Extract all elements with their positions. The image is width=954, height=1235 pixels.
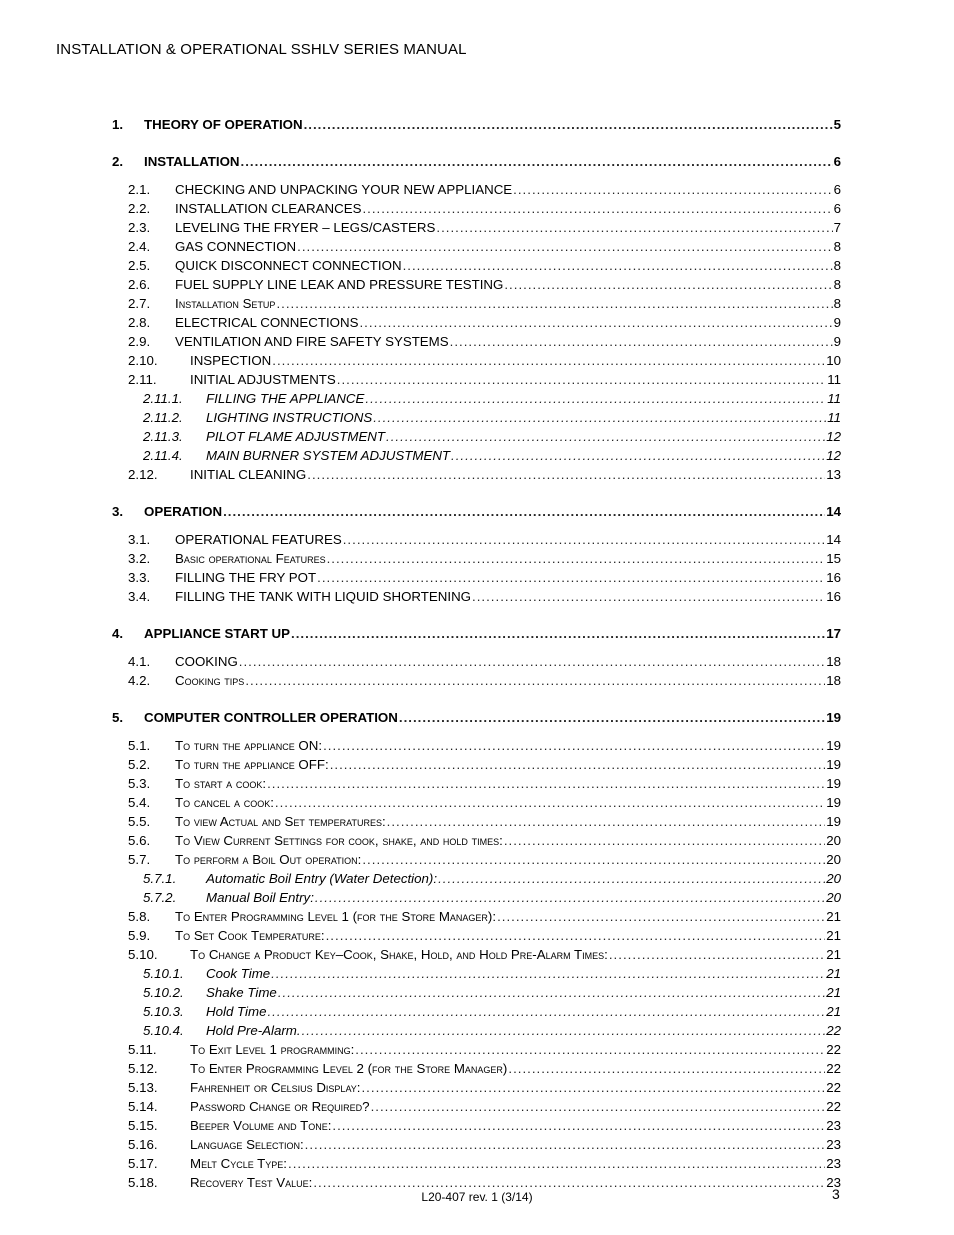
toc-entry-page: 6 <box>833 182 841 197</box>
toc-entry-page: 11 <box>827 391 841 406</box>
toc-entry-title: Installation Setup <box>175 296 276 311</box>
toc-entry-title: To turn the appliance ON: <box>175 738 323 753</box>
toc-entry-number: 2.11.2. <box>143 410 183 425</box>
dot-leader <box>291 624 825 644</box>
toc-entry-number: 2.11.4. <box>143 448 183 463</box>
toc-entry-number: 5. <box>112 710 124 725</box>
toc-entry-number: 5.10. <box>128 947 158 962</box>
dot-leader <box>451 446 825 466</box>
toc-entry[interactable] <box>128 736 841 756</box>
toc-entry-number: 5.14. <box>128 1099 158 1114</box>
dot-leader <box>403 256 833 276</box>
toc-entry[interactable] <box>112 502 841 522</box>
toc-entry-number: 1. <box>112 117 124 132</box>
toc-entry-title: To perform a Boil Out operation: <box>175 852 362 867</box>
toc-entry-title: Password Change or Required? <box>190 1099 370 1114</box>
toc-entry[interactable] <box>128 1135 841 1155</box>
toc-entry[interactable] <box>128 850 841 870</box>
dot-leader <box>513 180 832 200</box>
dot-leader <box>386 427 825 447</box>
toc-entry-number: 2.5. <box>128 258 151 273</box>
toc-entry-page: 20 <box>826 890 841 905</box>
toc-entry-number: 5.11. <box>128 1042 157 1057</box>
toc-entry-title: Basic operational Features <box>175 551 326 566</box>
toc-entry-title: ELECTRICAL CONNECTIONS <box>175 315 359 330</box>
toc-entry-number: 5.12. <box>128 1061 158 1076</box>
toc-entry[interactable] <box>143 983 841 1003</box>
dot-leader <box>504 275 832 295</box>
toc-entry-title: To Enter Programming Level 2 (for the Store Manager) <box>190 1061 508 1076</box>
toc-entry-title: To turn the appliance OFF: <box>175 757 329 772</box>
dot-leader <box>239 652 825 672</box>
toc-entry-number: 2.7. <box>128 296 151 311</box>
toc-entry-page: 18 <box>826 673 841 688</box>
dot-leader <box>438 869 825 889</box>
toc-entry-title: Melt Cycle Type: <box>190 1156 288 1171</box>
toc-entry-page: 22 <box>826 1042 841 1057</box>
toc-entry[interactable] <box>128 370 841 390</box>
toc-entry-number: 5.3. <box>128 776 151 791</box>
toc-entry-page: 19 <box>826 795 841 810</box>
toc-entry-page: 23 <box>826 1137 841 1152</box>
toc-entry-page: 12 <box>826 429 841 444</box>
toc-entry-page: 16 <box>826 589 841 604</box>
dot-leader <box>275 793 825 813</box>
toc-entry-title: To start a cook: <box>175 776 267 791</box>
dot-leader <box>436 218 832 238</box>
toc-entry-number: 5.2. <box>128 757 151 772</box>
dot-leader <box>245 671 825 691</box>
document-footer: L20-407 rev. 1 (3/14) <box>421 1190 533 1204</box>
toc-entry-number: 2.9. <box>128 334 151 349</box>
toc-entry[interactable] <box>128 218 841 238</box>
toc-entry-page: 20 <box>826 852 841 867</box>
toc-entry-number: 2.1. <box>128 182 151 197</box>
dot-leader <box>362 199 832 219</box>
dot-leader <box>343 530 825 550</box>
toc-entry-page: 23 <box>826 1175 841 1190</box>
toc-entry-page: 17 <box>826 626 841 641</box>
toc-entry[interactable] <box>128 652 841 672</box>
dot-leader <box>355 1040 825 1060</box>
toc-entry-page: 15 <box>826 551 841 566</box>
toc-entry-number: 5.6. <box>128 833 151 848</box>
toc-entry-title: FILLING THE APPLIANCE <box>206 391 365 406</box>
toc-entry[interactable] <box>143 964 841 984</box>
dot-leader <box>399 708 825 728</box>
toc-entry[interactable] <box>143 888 841 908</box>
toc-entry-number: 5.7.2. <box>143 890 177 905</box>
toc-entry-title: APPLIANCE START UP <box>144 626 291 641</box>
toc-entry-number: 4.2. <box>128 673 151 688</box>
dot-leader <box>472 587 825 607</box>
toc-entry-number: 2.11.3. <box>143 429 183 444</box>
dot-leader <box>323 736 825 756</box>
toc-entry-page: 11 <box>827 372 841 387</box>
toc-entry[interactable] <box>128 351 841 371</box>
toc-entry-page: 8 <box>833 296 841 311</box>
toc-entry-number: 5.10.2. <box>143 985 184 1000</box>
toc-entry[interactable] <box>128 549 841 569</box>
toc-entry-title: To Change a Product Key–Cook, Shake, Hold, and Hold Pre-Alarm Times: <box>190 947 608 962</box>
dot-leader <box>317 568 825 588</box>
dot-leader <box>362 850 825 870</box>
toc-entry-title: LIGHTING INSTRUCTIONS <box>206 410 373 425</box>
toc-entry[interactable] <box>128 587 841 607</box>
toc-entry-page: 13 <box>826 467 841 482</box>
toc-entry-page: 21 <box>826 947 841 962</box>
toc-entry-title: To Set Cook Temperature: <box>175 928 325 943</box>
toc-entry[interactable] <box>143 408 841 428</box>
toc-entry-number: 3.1. <box>128 532 151 547</box>
toc-entry-page: 11 <box>827 410 841 425</box>
toc-entry[interactable] <box>143 869 841 889</box>
toc-entry-number: 3.4. <box>128 589 151 604</box>
toc-entry-number: 2.4. <box>128 239 151 254</box>
toc-entry-title: To Exit Level 1 programming: <box>190 1042 355 1057</box>
toc-entry[interactable] <box>128 945 841 965</box>
toc-entry[interactable] <box>128 671 841 691</box>
dot-leader <box>241 152 833 172</box>
toc-entry-page: 22 <box>826 1080 841 1095</box>
toc-entry-page: 19 <box>826 776 841 791</box>
toc-entry[interactable] <box>128 294 841 314</box>
toc-entry[interactable] <box>128 907 841 927</box>
dot-leader <box>315 888 825 908</box>
dot-leader <box>267 1002 825 1022</box>
toc-entry-title: To View Current Settings for cook, shake, and hold times: <box>175 833 503 848</box>
toc-entry[interactable] <box>112 708 841 728</box>
dot-leader <box>387 812 826 832</box>
toc-entry-title: VENTILATION AND FIRE SAFETY SYSTEMS <box>175 334 449 349</box>
toc-entry-title: OPERATION <box>144 504 223 519</box>
toc-entry[interactable] <box>128 530 841 550</box>
toc-entry[interactable] <box>112 115 841 135</box>
toc-entry-number: 5.9. <box>128 928 151 943</box>
toc-entry-title: Fahrenheit or Celsius Display: <box>190 1080 361 1095</box>
toc-entry-title: CHECKING AND UNPACKING YOUR NEW APPLIANCE <box>175 182 513 197</box>
toc-entry[interactable] <box>128 332 841 352</box>
dot-leader <box>450 332 833 352</box>
dot-leader <box>371 1097 826 1117</box>
toc-entry-number: 5.4. <box>128 795 151 810</box>
toc-entry-page: 18 <box>826 654 841 669</box>
toc-entry-title: INSTALLATION <box>144 154 240 169</box>
toc-entry-number: 3.3. <box>128 570 151 585</box>
dot-leader <box>307 465 825 485</box>
dot-leader <box>497 907 825 927</box>
toc-entry-number: 5.5. <box>128 814 151 829</box>
dot-leader <box>609 945 825 965</box>
toc-entry-page: 22 <box>826 1099 841 1114</box>
toc-entry-page: 8 <box>833 258 841 273</box>
toc-entry-page: 20 <box>826 833 841 848</box>
toc-entry[interactable] <box>143 389 841 409</box>
toc-entry-page: 9 <box>833 315 841 330</box>
dot-leader <box>271 964 825 984</box>
dot-leader <box>267 774 825 794</box>
toc-entry-page: 8 <box>833 277 841 292</box>
toc-entry[interactable] <box>128 1116 841 1136</box>
dot-leader <box>327 549 826 569</box>
toc-entry-title: To cancel a cook: <box>175 795 274 810</box>
toc-entry-page: 16 <box>826 570 841 585</box>
toc-entry-page: 6 <box>833 201 841 216</box>
toc-entry-page: 14 <box>826 532 841 547</box>
toc-entry-page: 12 <box>826 448 841 463</box>
toc-entry-page: 6 <box>833 154 841 169</box>
toc-entry-number: 5.17. <box>128 1156 158 1171</box>
toc-entry[interactable] <box>128 275 841 295</box>
toc-entry[interactable] <box>143 1002 841 1022</box>
toc-entry-number: 5.10.1. <box>143 966 184 981</box>
toc-entry[interactable] <box>128 831 841 851</box>
toc-entry-title: Cook Time <box>206 966 271 981</box>
toc-entry-title: MAIN BURNER SYSTEM ADJUSTMENT <box>206 448 451 463</box>
toc-entry-title: To view Actual and Set temperatures: <box>175 814 386 829</box>
toc-entry-number: 5.10.4. <box>143 1023 184 1038</box>
toc-entry-title: Recovery Test Value: <box>190 1175 313 1190</box>
toc-entry[interactable] <box>128 199 841 219</box>
toc-entry[interactable] <box>128 1059 841 1079</box>
toc-entry-page: 21 <box>826 985 841 1000</box>
toc-entry-page: 20 <box>826 871 841 886</box>
toc-entry-title: OPERATIONAL FEATURES <box>175 532 342 547</box>
toc-entry-page: 7 <box>833 220 841 235</box>
toc-entry-title: To Enter Programming Level 1 (for the Store Manager): <box>175 909 497 924</box>
dot-leader <box>373 408 826 428</box>
toc-entry-number: 2.11.1. <box>143 391 183 406</box>
toc-entry[interactable] <box>128 1078 841 1098</box>
toc-entry-number: 4.1. <box>128 654 151 669</box>
toc-entry-number: 2. <box>112 154 124 169</box>
toc-entry-title: QUICK DISCONNECT CONNECTION <box>175 258 402 273</box>
toc-entry-page: 9 <box>833 334 841 349</box>
document-header: INSTALLATION & OPERATIONAL SSHLV SERIES MANUAL <box>56 41 467 58</box>
dot-leader <box>272 351 825 371</box>
toc-entry-number: 5.13. <box>128 1080 158 1095</box>
toc-entry-title: Manual Boil Entry: <box>206 890 314 905</box>
toc-entry[interactable] <box>128 1154 841 1174</box>
toc-entry[interactable] <box>143 427 841 447</box>
toc-entry-page: 21 <box>826 1004 841 1019</box>
toc-entry[interactable] <box>128 1040 841 1060</box>
toc-entry[interactable] <box>128 180 841 200</box>
dot-leader <box>297 237 832 257</box>
toc-entry-number: 5.1. <box>128 738 151 753</box>
toc-entry-number: 2.8. <box>128 315 151 330</box>
toc-entry-title: INSTALLATION CLEARANCES <box>175 201 362 216</box>
toc-entry-title: Cooking tips <box>175 673 245 688</box>
toc-entry-title: Beeper Volume and Tone: <box>190 1118 332 1133</box>
toc-entry-number: 3. <box>112 504 124 519</box>
toc-entry-title: Automatic Boil Entry (Water Detection): <box>206 871 438 886</box>
toc-entry-title: FILLING THE FRY POT <box>175 570 317 585</box>
toc-entry-page: 8 <box>833 239 841 254</box>
toc-entry-title: INITIAL ADJUSTMENTS <box>190 372 336 387</box>
toc-entry[interactable] <box>128 313 841 333</box>
toc-entry-number: 2.12. <box>128 467 158 482</box>
toc-entry-page: 5 <box>833 117 841 132</box>
toc-entry[interactable] <box>128 465 841 485</box>
dot-leader <box>330 755 826 775</box>
toc-entry-page: 21 <box>826 928 841 943</box>
toc-entry[interactable] <box>128 1097 841 1117</box>
dot-leader <box>504 831 825 851</box>
page-number: 3 <box>832 1186 840 1202</box>
toc-entry-page: 19 <box>826 757 841 772</box>
toc-entry[interactable] <box>128 755 841 775</box>
toc-entry-number: 2.2. <box>128 201 151 216</box>
dot-leader <box>302 1021 826 1041</box>
toc-entry[interactable] <box>128 256 841 276</box>
toc-entry-page: 22 <box>826 1023 841 1038</box>
toc-entry[interactable] <box>128 812 841 832</box>
toc-entry-number: 2.6. <box>128 277 151 292</box>
toc-entry-title: COMPUTER CONTROLLER OPERATION <box>144 710 398 725</box>
dot-leader <box>326 926 826 946</box>
toc-entry-number: 5.7. <box>128 852 151 867</box>
dot-leader <box>276 294 832 314</box>
dot-leader <box>365 389 826 409</box>
dot-leader <box>337 370 826 390</box>
toc-entry[interactable] <box>143 1021 841 1041</box>
toc-entry-title: PILOT FLAME ADJUSTMENT <box>206 429 386 444</box>
toc-entry-number: 5.10.3. <box>143 1004 184 1019</box>
toc-entry-number: 5.8. <box>128 909 151 924</box>
toc-entry-page: 23 <box>826 1156 841 1171</box>
toc-entry-title: GAS CONNECTION <box>175 239 297 254</box>
dot-leader <box>305 1135 826 1155</box>
toc-entry-title: FUEL SUPPLY LINE LEAK AND PRESSURE TESTING <box>175 277 504 292</box>
toc-entry-title: COOKING <box>175 654 238 669</box>
toc-entry-number: 5.7.1. <box>143 871 177 886</box>
toc-entry[interactable] <box>128 926 841 946</box>
toc-entry-number: 2.11. <box>128 372 157 387</box>
toc-entry-page: 19 <box>826 738 841 753</box>
toc-entry[interactable] <box>112 624 841 644</box>
toc-entry[interactable] <box>128 568 841 588</box>
toc-entry-page: 10 <box>826 353 841 368</box>
dot-leader <box>359 313 832 333</box>
toc-entry-title: Language Selection: <box>190 1137 304 1152</box>
toc-entry-number: 5.15. <box>128 1118 158 1133</box>
toc-entry-number: 2.3. <box>128 220 151 235</box>
toc-entry-page: 14 <box>826 504 841 519</box>
toc-entry-page: 21 <box>826 966 841 981</box>
toc-entry[interactable] <box>128 237 841 257</box>
dot-leader <box>361 1078 825 1098</box>
dot-leader <box>223 502 825 522</box>
toc-entry-title: Hold Pre-Alarm. <box>206 1023 301 1038</box>
toc-entry-number: 4. <box>112 626 124 641</box>
toc-entry-title: Hold Time <box>206 1004 267 1019</box>
toc-entry[interactable] <box>143 446 841 466</box>
toc-entry-page: 21 <box>826 909 841 924</box>
toc-entry-number: 2.10. <box>128 353 158 368</box>
dot-leader <box>508 1059 825 1079</box>
dot-leader <box>278 983 825 1003</box>
toc-entry-title: THEORY OF OPERATION <box>144 117 303 132</box>
toc-entry[interactable] <box>112 152 841 172</box>
toc-entry-title: Shake Time <box>206 985 277 1000</box>
toc-entry-number: 3.2. <box>128 551 151 566</box>
toc-entry-title: FILLING THE TANK WITH LIQUID SHORTENING <box>175 589 472 604</box>
toc-entry-title: LEVELING THE FRYER – LEGS/CASTERS <box>175 220 436 235</box>
toc-entry-page: 19 <box>826 710 841 725</box>
toc-entry[interactable] <box>128 774 841 794</box>
toc-entry-page: 23 <box>826 1118 841 1133</box>
toc-entry-number: 5.16. <box>128 1137 158 1152</box>
toc-entry-title: INSPECTION <box>190 353 272 368</box>
toc-entry-page: 19 <box>826 814 841 829</box>
toc-entry[interactable] <box>128 793 841 813</box>
toc-entry-page: 22 <box>826 1061 841 1076</box>
toc-entry-title: INITIAL CLEANING <box>190 467 307 482</box>
dot-leader <box>332 1116 825 1136</box>
dot-leader <box>304 115 833 135</box>
toc-entry-number: 5.18. <box>128 1175 158 1190</box>
dot-leader <box>288 1154 825 1174</box>
